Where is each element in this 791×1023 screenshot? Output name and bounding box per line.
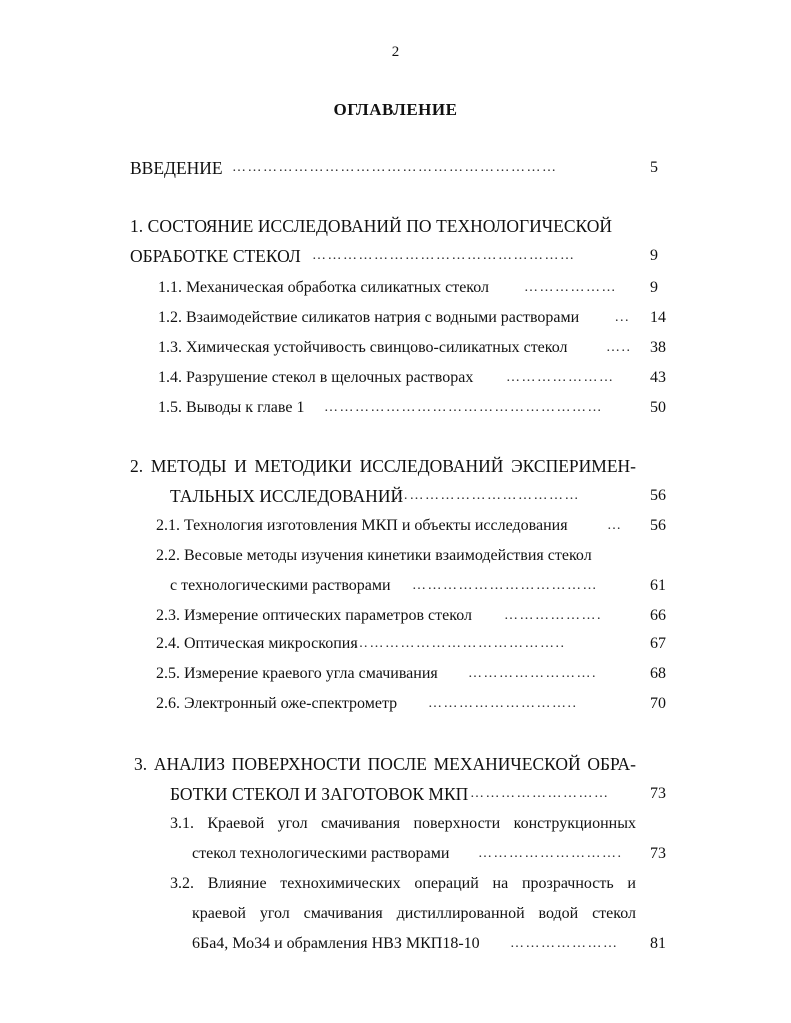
page-number: 2 — [391, 44, 400, 60]
toc-3-2-label-cont: краевой угол смачивания дистиллированной водой стекол — [192, 905, 636, 922]
toc-2-4-label: 2.4. Оптическая микроскопия — [156, 635, 358, 652]
toc-leader-dots: ... — [615, 310, 630, 325]
toc-1-4-page: 43 — [650, 369, 666, 386]
toc-1-4-label: 1.4. Разрушение стекол в щелочных растворах — [158, 369, 474, 386]
toc-leader-dots: ……………………………… — [394, 488, 580, 503]
toc-2-2-label-cont: с технологическими растворами — [170, 577, 391, 594]
toc-leader-dots: …………………………………………… — [312, 248, 576, 263]
toc-leader-dots: ……………………………………………………… — [232, 160, 558, 175]
toc-leader-dots: ………………… — [510, 936, 619, 951]
toc-3-2-label: 3.2. Влияние технохимических операций на прозрачность и — [170, 875, 636, 892]
toc-2-6-page: 70 — [650, 695, 666, 712]
toc-2-4-page: 67 — [650, 635, 666, 652]
toc-leader-dots: ……………… — [524, 280, 617, 295]
toc-leader-dots: ……………………… — [470, 786, 610, 801]
toc-3-1-page: 73 — [650, 845, 666, 862]
toc-ch1-page: 9 — [650, 247, 658, 264]
toc-2-5-label: 2.5. Измерение краевого угла смачивания — [156, 665, 438, 682]
toc-leader-dots: ………………………. — [478, 846, 623, 861]
toc-3-2-label-cont2: 6Ба4, Мо34 и обрамления НВЗ МКП18-10 — [192, 935, 480, 952]
toc-1-2-page: 14 — [650, 309, 666, 326]
toc-ch2-title-line2: ТАЛЬНЫХ ИССЛЕДОВАНИЙ — [170, 486, 404, 506]
toc-2-5-page: 68 — [650, 665, 666, 682]
toc-leader-dots: ………………… — [506, 370, 615, 385]
toc-ch1-title-line2: ОБРАБОТКЕ СТЕКОЛ — [130, 246, 301, 266]
toc-2-6-label: 2.6. Электронный оже-спектрометр — [156, 695, 398, 712]
toc-intro-page: 5 — [650, 159, 658, 176]
toc-ch1-title-line1: 1. СОСТОЯНИЕ ИССЛЕДОВАНИЙ ПО ТЕХНОЛОГИЧЕСКОЙ — [130, 216, 612, 236]
toc-1-1-page: 9 — [650, 279, 658, 296]
toc-intro-label: ВВЕДЕНИЕ — [130, 158, 223, 178]
toc-ch3-title-line2: БОТКИ СТЕКОЛ И ЗАГОТОВОК МКП — [170, 784, 469, 804]
toc-1-3-label: 1.3. Химическая устойчивость свинцово-силикатных стекол — [158, 339, 568, 356]
toc-ch3-title-line1: 3. АНАЛИЗ ПОВЕРХНОСТИ ПОСЛЕ МЕХАНИЧЕСКОЙ ОБРА- — [134, 754, 636, 774]
toc-2-2-page: 61 — [650, 577, 666, 594]
page-title: ОГЛАВЛЕНИЕ — [333, 100, 458, 119]
toc-leader-dots: ……………………. — [468, 666, 597, 681]
toc-leader-dots: ……………………………… — [412, 578, 598, 593]
toc-1-1-label: 1.1. Механическая обработка силикатных стекол — [158, 279, 490, 296]
toc-ch2-page: 56 — [650, 487, 666, 504]
toc-1-2-label: 1.2. Взаимодействие силикатов натрия с водными растворами — [158, 309, 580, 326]
toc-1-5-page: 50 — [650, 399, 666, 416]
toc-2-1-page: 56 — [650, 517, 666, 534]
toc-2-1-label: 2.1. Технология изготовления МКП и объекты исследования — [156, 517, 568, 534]
toc-2-3-page: 66 — [650, 607, 666, 624]
toc-1-3-page: 38 — [650, 339, 666, 356]
toc-2-3-label: 2.3. Измерение оптических параметров стекол — [156, 607, 472, 624]
toc-3-1-label-cont: стекол технологическими растворами — [192, 845, 450, 862]
toc-3-2-page: 81 — [650, 935, 666, 952]
toc-leader-dots: ……………………………………………… — [324, 400, 603, 415]
toc-ch3-page: 73 — [650, 785, 666, 802]
toc-1-5-label: 1.5. Выводы к главе 1 — [158, 399, 305, 416]
toc-leader-dots: ………………………………….. — [354, 636, 566, 651]
toc-leader-dots: ………………. — [504, 608, 602, 623]
toc-leader-dots: ……………………….. — [428, 696, 578, 711]
toc-3-1-label: 3.1. Краевой угол смачивания поверхности конструкционных — [170, 815, 636, 832]
toc-leader-dots: … — [607, 518, 623, 533]
toc-ch2-title-line1: 2. МЕТОДЫ И МЕТОДИКИ ИССЛЕДОВАНИЙ ЭКСПЕРИМЕН- — [130, 456, 636, 476]
toc-leader-dots: ….. — [606, 340, 632, 355]
toc-2-2-label: 2.2. Весовые методы изучения кинетики взаимодействия стекол — [156, 547, 592, 564]
